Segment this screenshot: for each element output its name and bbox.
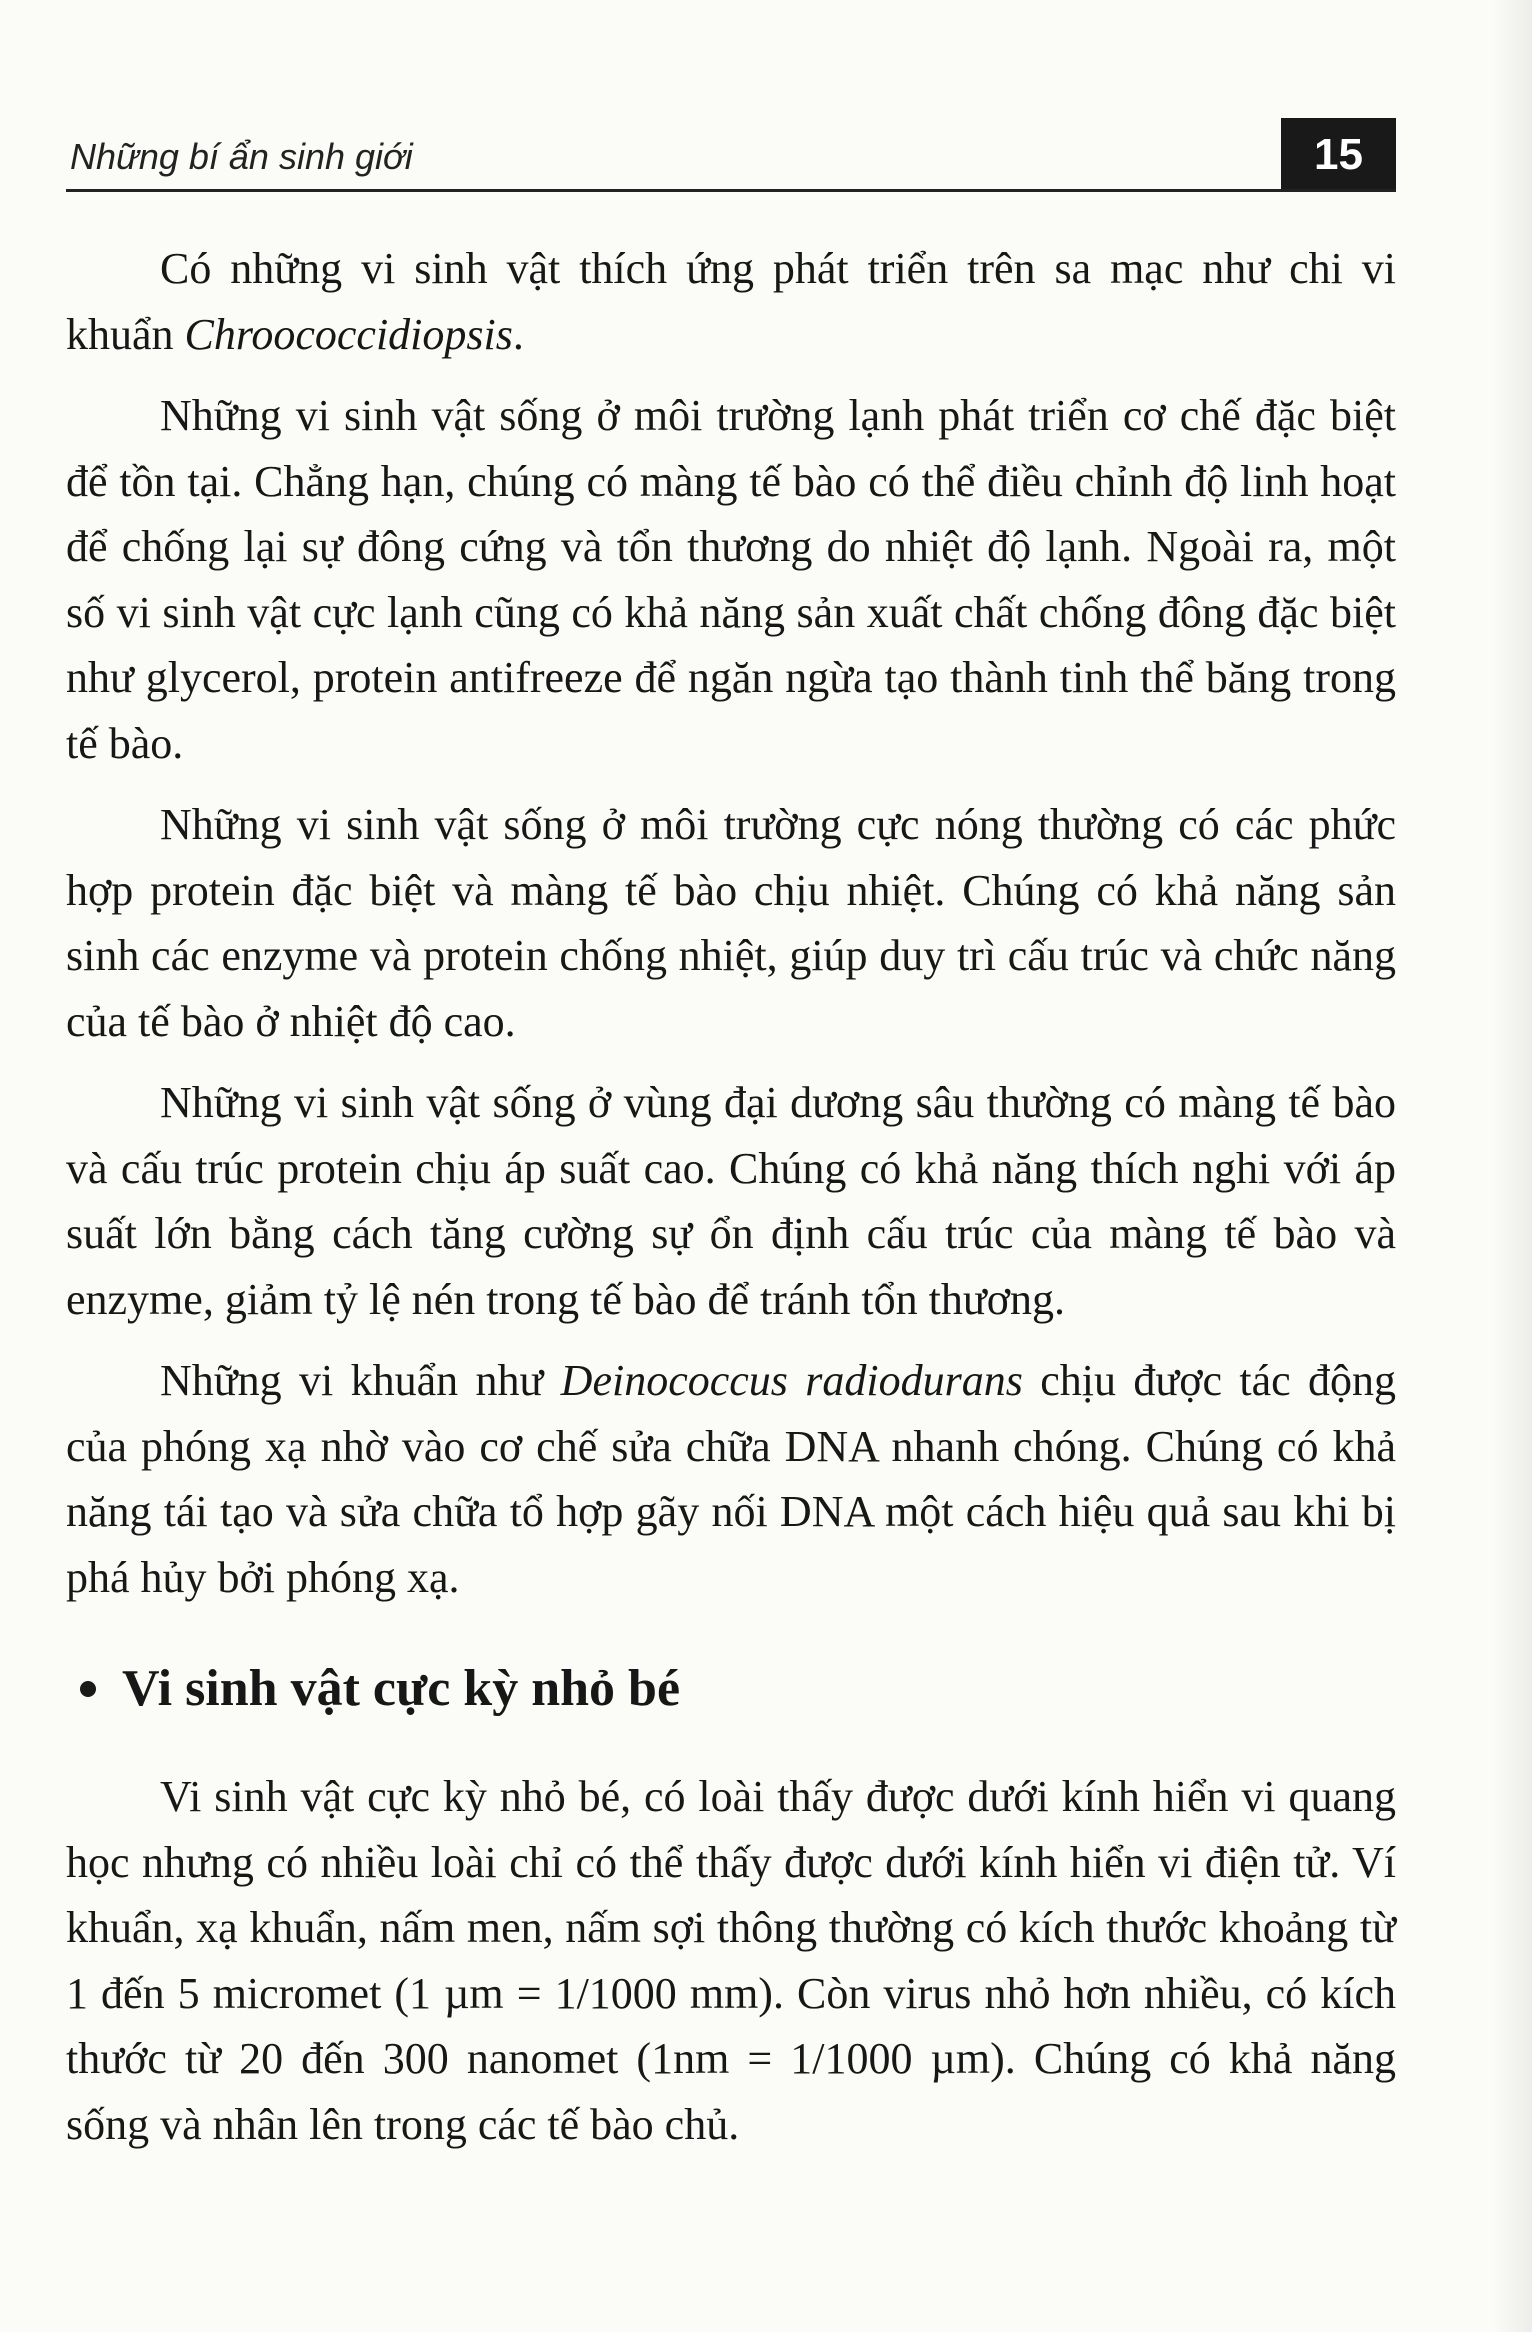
- paragraph-radiation-microbes: Những vi khuẩn như Deinococcus radiodurans chịu được tác động của phóng xạ nhờ vào cơ chế sửa chữa DNA nhanh chóng. Chúng có khả năng tái tạo và sửa chữa tổ hợp gãy nối DNA một cách hiệu quả sau khi bị phá hủy bởi phóng xạ.: [66, 1356, 1396, 1602]
- genus-name: Chroococcidiopsis: [184, 309, 513, 359]
- header-rule: [66, 189, 1396, 192]
- running-title: Những bí ẩn sinh giới: [70, 136, 413, 177]
- paragraph-cold-microbes: Những vi sinh vật sống ở môi trường lạnh phát triển cơ chế đặc biệt để tồn tại. Chẳng hạn, chúng có màng tế bào có thể điều chỉnh độ linh hoạt để chống lại sự đông cứng và tổn thương do nhiệt độ lạnh. Ngoài ra, một số vi sinh vật cực lạnh cũng có khả năng sản xuất chất chống đông đặc biệt như glycerol, protein antifreeze để ngăn ngừa tạo thành tinh thể băng trong tế bào.: [66, 391, 1396, 768]
- paragraph-hot-microbes: Những vi sinh vật sống ở môi trường cực nóng thường có các phức hợp protein đặc biệt và màng tế bào chịu nhiệt. Chúng có khả năng sản sinh các enzyme và protein chống nhiệt, giúp duy trì cấu trúc và chức năng của tế bào ở nhiệt độ cao.: [66, 800, 1396, 1046]
- species-name: Deinococcus radiodurans: [560, 1356, 1023, 1405]
- paragraph-deep-sea-microbes: Những vi sinh vật sống ở vùng đại dương sâu thường có màng tế bào và cấu trúc protein chịu áp suất cao. Chúng có khả năng thích nghi với áp suất lớn bằng cách tăng cường sự ổn định cấu trúc của màng tế bào và enzyme, giảm tỷ lệ nén trong tế bào để tránh tổn thương.: [66, 1078, 1396, 1324]
- page-number: 15: [1281, 118, 1396, 192]
- body-text: [66, 236, 1396, 2173]
- bullet-icon: [80, 1681, 96, 1697]
- section-heading-text: Vi sinh vật cực kỳ nhỏ bé: [122, 1660, 681, 1717]
- page-header: [66, 118, 1396, 192]
- paragraph-microbe-size: Vi sinh vật cực kỳ nhỏ bé, có loài thấy được dưới kính hiển vi quang học nhưng có nhiều loài chỉ có thể thấy được dưới kính hiển vi điện tử. Ví khuẩn, xạ khuẩn, nấm men, nấm sợi thông thường có kích thước khoảng từ 1 đến 5 micromet (1 µm = 1/1000 mm). Còn virus nhỏ hơn nhiều, có kích thước từ 20 đến 300 nanomet (1nm = 1/1000 µm). Chúng có khả năng sống và nhân lên trong các tế bào chủ.: [66, 1772, 1396, 2149]
- section-heading: [66, 1654, 1396, 1724]
- paragraph-desert-microbes: Có những vi sinh vật thích ứng phát triển trên sa mạc như chi vi khuẩn Chroococcidiopsis.: [66, 244, 1396, 359]
- page-edge-shadow: [1492, 0, 1532, 2332]
